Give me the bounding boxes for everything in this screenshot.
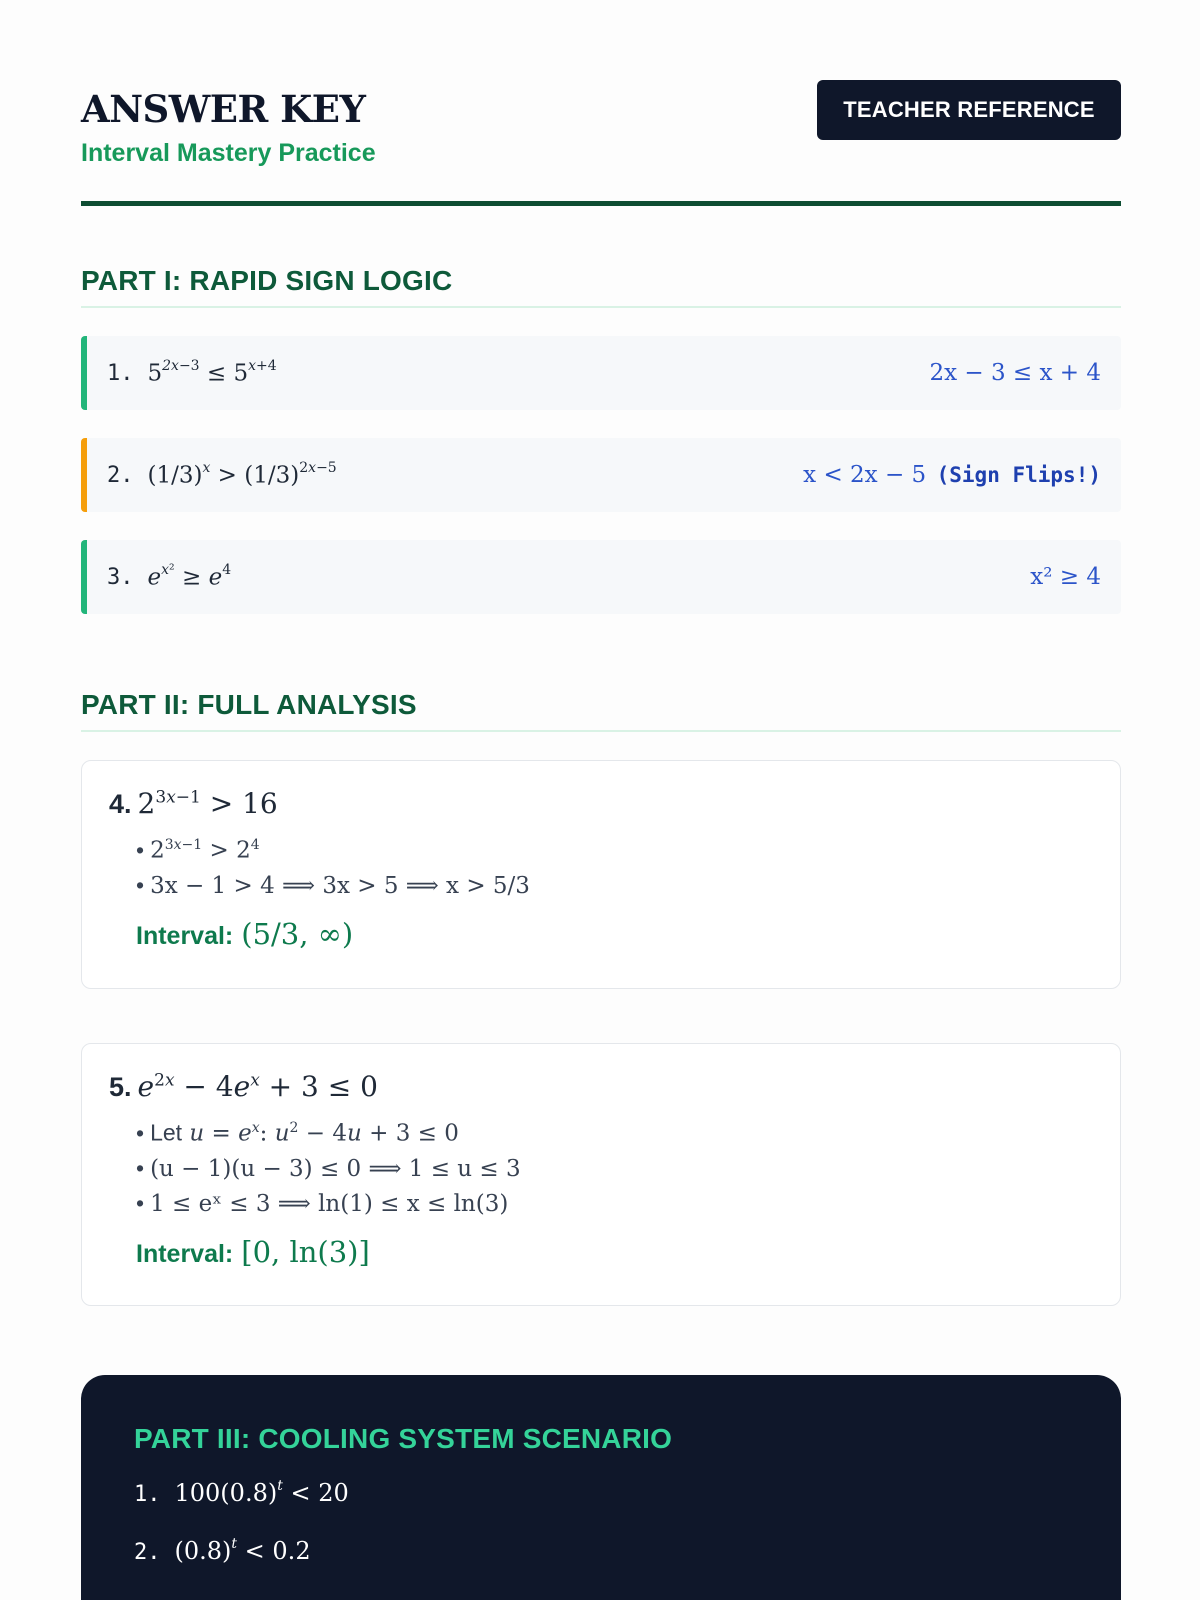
- solution-steps: [109, 1111, 1093, 1221]
- part1-heading: PART I: RAPID SIGN LOGIC: [81, 265, 1121, 308]
- step-equation: $(0.8)^t < 0.2$: [174, 1536, 311, 1565]
- rapid-item-problem: $(1/3)^x > (1/3)^{2x-5}$: [147, 459, 337, 489]
- problem-number: 5.: [109, 1072, 132, 1102]
- analysis-card-5: [81, 1043, 1121, 1306]
- interval-result: [109, 917, 1093, 951]
- rapid-item-problem: $5^{2x-3} \le 5^{x+4}$: [147, 357, 277, 387]
- answer-key-page: [81, 0, 1121, 1565]
- rapid-item-1: [81, 336, 1121, 410]
- analysis-card-4: [81, 760, 1121, 989]
- rapid-item-answer: x² ≥ 4: [1030, 564, 1101, 590]
- part2-heading: PART II: FULL ANALYSIS: [81, 689, 1121, 732]
- rapid-item-number: 1.: [107, 361, 134, 387]
- problem-equation: $e^{2x} - 4e^x + 3 \le 0$: [137, 1070, 378, 1103]
- interval-value: [0, ln(3)]: [241, 1234, 370, 1269]
- step-equation: $100(0.8)^t < 20$: [174, 1478, 349, 1507]
- rapid-item-answer: x < 2x − 5: [803, 462, 927, 488]
- header-divider: [81, 201, 1121, 206]
- solution-step: • 1 ≤ eˣ ≤ 3 ⟹ ln(1) ≤ x ≤ ln(3): [136, 1189, 509, 1217]
- rapid-item-3: [81, 540, 1121, 614]
- scenario-step-2: [134, 1537, 1068, 1565]
- step-number: 1.: [134, 1482, 161, 1507]
- rapid-item-answer: 2x − 3 ≤ x + 4: [929, 360, 1101, 386]
- interval-result: [109, 1235, 1093, 1269]
- rapid-item-number: 2.: [107, 463, 134, 489]
- interval-label: Interval:: [136, 1239, 234, 1268]
- header: [81, 0, 1121, 206]
- rapid-item-2: [81, 438, 1121, 512]
- interval-label: Interval:: [136, 921, 234, 950]
- scenario-step-1: [134, 1479, 1068, 1507]
- solution-steps: [109, 828, 1093, 903]
- rapid-item-problem: $e^{x^2} \ge e^4$: [147, 561, 232, 591]
- sign-flip-note: (Sign Flips!): [936, 463, 1101, 487]
- problem-equation: $2^{3x-1} > 16$: [137, 787, 278, 820]
- page-title: ANSWER KEY: [81, 87, 366, 131]
- rapid-item-number: 3.: [107, 565, 134, 591]
- cooling-scenario-panel: [81, 1375, 1121, 1600]
- solution-step: • $2^{3x-1} > 2^4$: [136, 836, 260, 864]
- problem-number: 4.: [109, 789, 132, 819]
- solution-step: • (u − 1)(u − 3) ≤ 0 ⟹ 1 ≤ u ≤ 3: [136, 1154, 521, 1182]
- teacher-reference-badge: TEACHER REFERENCE: [817, 80, 1121, 140]
- solution-step: • Let $u = e^x$: $u^2 - 4u + 3 \le 0$: [136, 1119, 459, 1147]
- part3-heading: PART III: COOLING SYSTEM SCENARIO: [134, 1423, 673, 1454]
- page-subtitle: Interval Mastery Practice: [81, 139, 376, 167]
- solution-step: • 3x − 1 > 4 ⟹ 3x > 5 ⟹ x > 5/3: [136, 871, 530, 899]
- step-number: 2.: [134, 1540, 161, 1565]
- interval-value: (5/3, ∞): [241, 916, 354, 951]
